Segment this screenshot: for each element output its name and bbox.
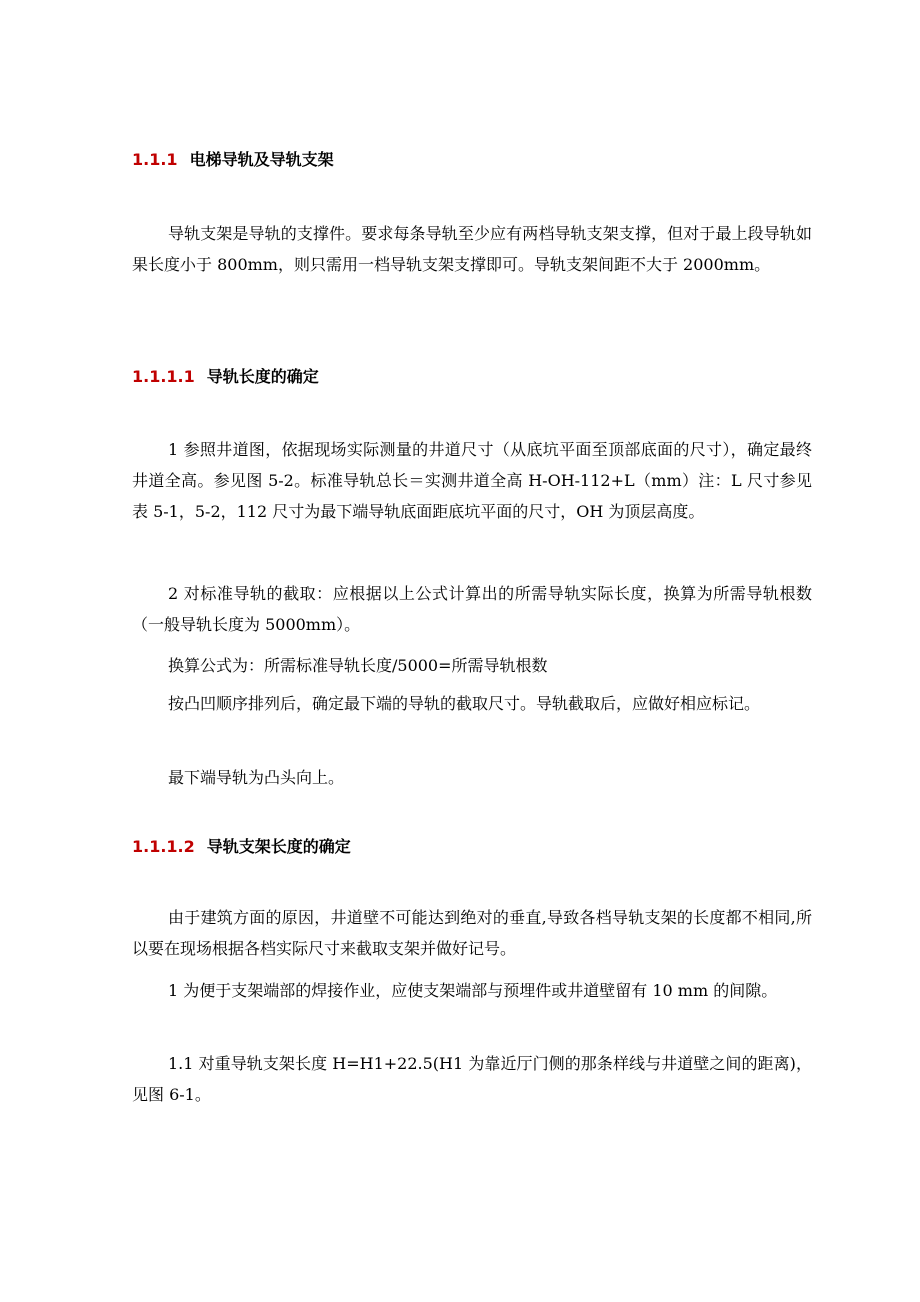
section-title: 电梯导轨及导轨支架: [189, 150, 334, 169]
section-number: 1.1.1: [132, 150, 178, 169]
paragraph: 换算公式为：所需标准导轨长度/5000=所需导轨根数: [168, 656, 548, 675]
section-title: 导轨长度的确定: [206, 367, 319, 386]
paragraph: 由于建筑方面的原因，井道壁不可能达到绝对的垂直,导致各档导轨支架的长度都不相同,所以要在现场根据各档实际尺寸来截取支架并做好记号。: [132, 908, 812, 958]
paragraph: 1 参照井道图，依据现场实际测量的井道尺寸（从底坑平面至顶部底面的尺寸），确定最终井道全高。参见图 5-2。标准导轨总长＝实测井道全高 H-OH-112+L（mm）注：L 尺寸参见表 5-1，5-2，112 尺寸为最下端导轨底面距底坑平面的尺寸，OH 为顶层高度。: [132, 440, 812, 521]
section-heading-1-1-1-2: [132, 837, 351, 857]
section-number: 1.1.1.2: [132, 837, 195, 856]
section-heading-1-1-1-1: [132, 367, 319, 387]
paragraph: 1.1 对重导轨支架长度 H=H1+22.5(H1 为靠近厅门侧的那条样线与井道壁之间的距离)，见图 6-1。: [132, 1054, 812, 1104]
paragraph: 导轨支架是导轨的支撑件。要求每条导轨至少应有两档导轨支架支撑，但对于最上段导轨如果长度小于 800mm，则只需用一档导轨支架支撑即可。导轨支架间距不大于 2000mm。: [132, 224, 812, 274]
paragraph: 1 为便于支架端部的焊接作业，应使支架端部与预埋件或井道壁留有 10 mm 的间隙。: [168, 981, 778, 1000]
paragraph: 最下端导轨为凸头向上。: [168, 768, 345, 787]
section-heading-1-1-1: [132, 150, 334, 170]
section-title: 导轨支架长度的确定: [206, 837, 351, 856]
paragraph: 2 对标准导轨的截取：应根据以上公式计算出的所需导轨实际长度，换算为所需导轨根数（一般导轨长度为 5000mm）。: [132, 584, 812, 634]
paragraph: 按凸凹顺序排列后，确定最下端的导轨的截取尺寸。导轨截取后，应做好相应标记。: [168, 694, 761, 713]
section-number: 1.1.1.1: [132, 367, 195, 386]
